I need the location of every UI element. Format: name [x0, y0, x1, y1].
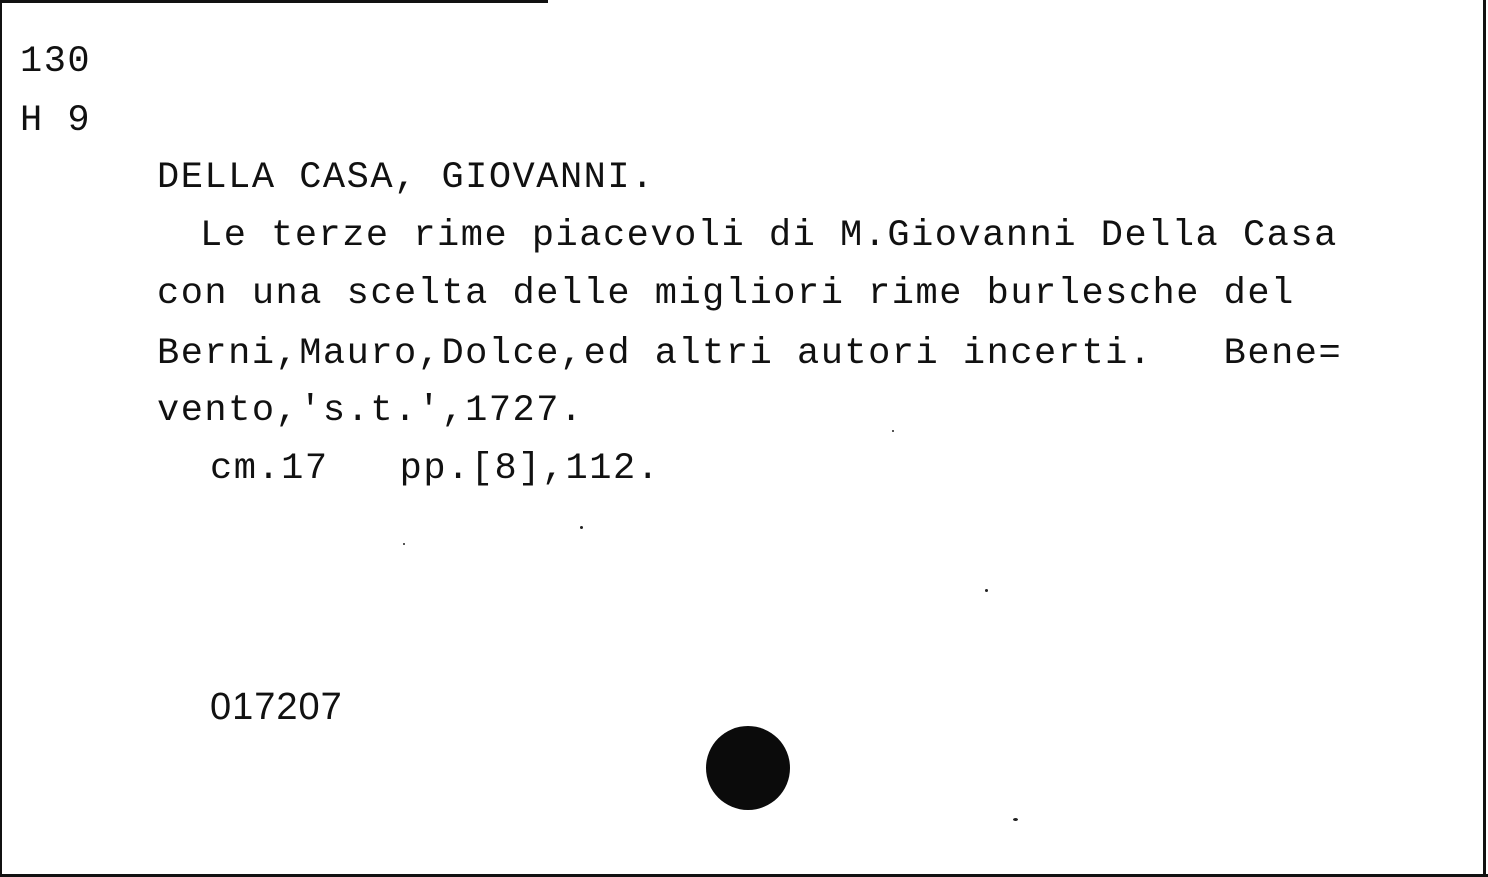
- ink-speck: [985, 589, 988, 592]
- punch-hole: [706, 726, 790, 810]
- title-line-2: con una scelta delle migliori rime burlesche del: [157, 273, 1295, 315]
- ink-speck: [580, 526, 583, 529]
- title-line-1: Le terze rime piacevoli di M.Giovanni Della Casa: [200, 215, 1338, 257]
- collation: cm.17 pp.[8],112.: [210, 448, 661, 490]
- ink-speck: [403, 543, 405, 545]
- call-number-line-1: 130: [20, 41, 92, 83]
- author-heading: DELLA CASA, GIOVANNI.: [157, 157, 655, 199]
- call-number-line-2: H 9: [20, 100, 92, 142]
- ink-speck: [892, 430, 894, 432]
- card-top-edge: [0, 0, 548, 3]
- title-line-3: Berni,Mauro,Dolce,ed altri autori incerti. Bene=: [157, 333, 1343, 375]
- ink-speck: [1013, 818, 1018, 821]
- card-left-edge: [0, 0, 2, 877]
- card-right-edge: [1483, 0, 1486, 877]
- accession-number: 017207: [210, 686, 343, 728]
- title-line-4: vento,'s.t.',1727.: [157, 390, 584, 432]
